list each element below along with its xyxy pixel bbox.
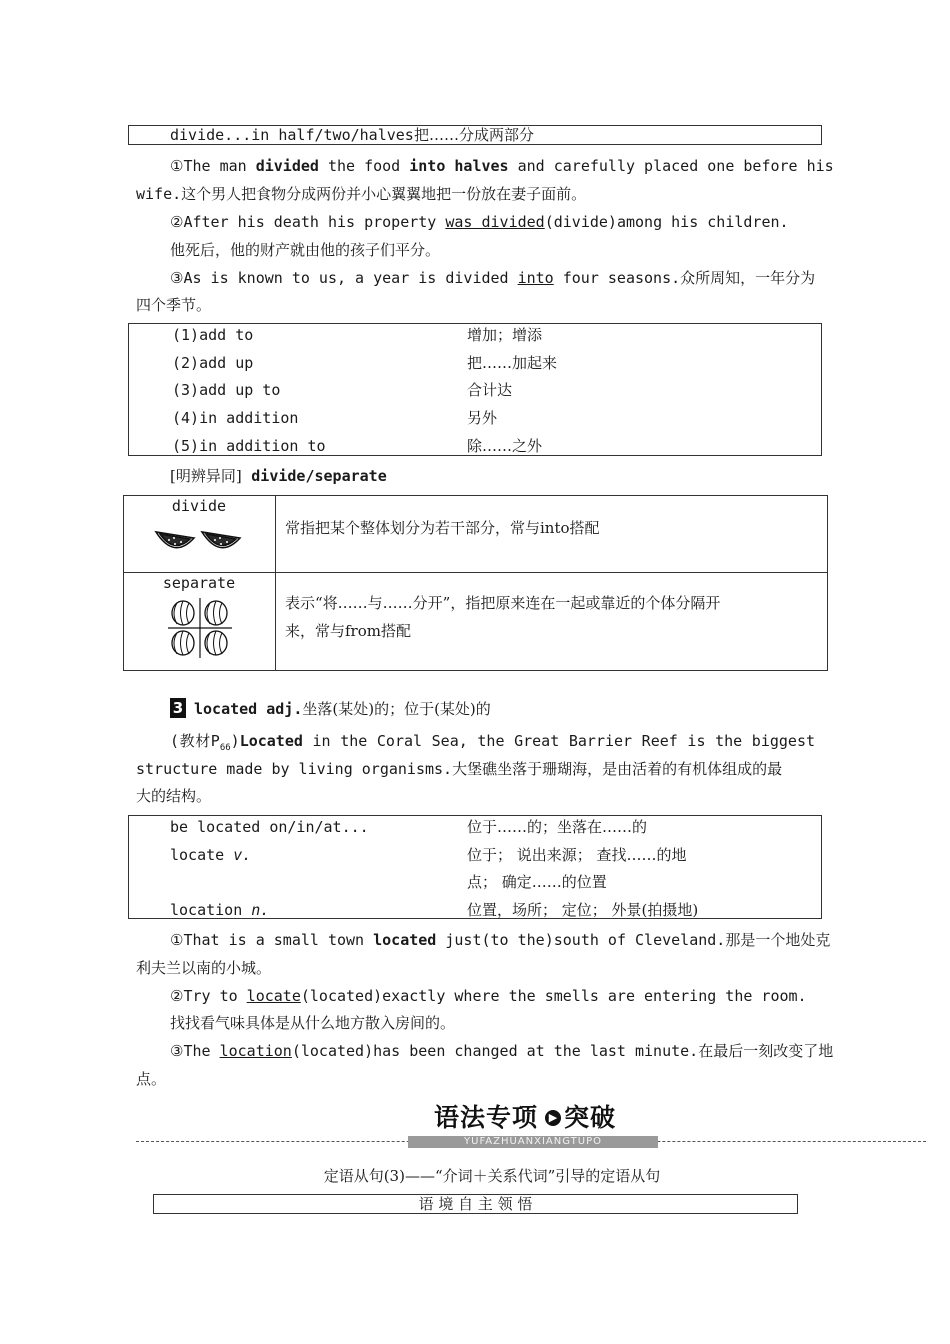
add-phrase-zh: 合计达 bbox=[467, 381, 513, 399]
example-1-line-2: wife.这个男人把食物分成两份并小心翼翼地把一份放在妻子面前。 bbox=[136, 185, 587, 203]
phrase-divide-zh: 把……分成两部分 bbox=[414, 126, 535, 144]
add-phrase-en: (1)add to bbox=[172, 326, 254, 344]
located-example-2-line-1: ②Try to locate(located)exactly where the smells are entering the room. bbox=[170, 987, 807, 1005]
compare-tag: [明辨异同] bbox=[170, 467, 242, 485]
loc-phrase-zh: 点； 确定……的位置 bbox=[467, 873, 607, 891]
add-phrase-zh: 除……之外 bbox=[467, 437, 543, 455]
located-example-2-line-2: 找找看气味具体是从什么地方散入房间的。 bbox=[170, 1014, 456, 1032]
loc-phrase-en: location n. bbox=[170, 901, 270, 919]
located-example-3-line-2: 点。 bbox=[136, 1070, 167, 1088]
compare-title: divide/separate bbox=[251, 467, 387, 485]
located-example-3-line-1: ③The location(located)has been changed at the last minute.在最后一刻改变了地 bbox=[170, 1042, 834, 1060]
example-3-line-2: 四个季节。 bbox=[136, 296, 212, 314]
located-example-1-line-2: 利夫兰以南的小城。 bbox=[136, 959, 272, 977]
compare-desc-separate-1: 表示“将……与……分开”，指把原来连在一起或靠近的个体分隔开 bbox=[285, 594, 721, 612]
item-3-source-line-3: 大的结构。 bbox=[136, 787, 212, 805]
add-phrase-en: (3)add up to bbox=[172, 381, 281, 399]
separated-watermelons-icon bbox=[168, 598, 232, 662]
example-3-line-1: ③As is known to us, a year is divided into four seasons.众所周知，一年分为 bbox=[170, 269, 816, 287]
compare-heading bbox=[170, 466, 387, 486]
compare-desc-separate-2: 来，常与from搭配 bbox=[285, 622, 411, 640]
item-3-source-line-1: (教材$P_{66})Located$ in the Coral Sea, the Great Barrier Reef is the biggest bbox=[170, 732, 816, 753]
loc-phrase-zh: 位于……的；坐落在……的 bbox=[467, 818, 648, 836]
compare-desc-divide: 常指把某个整体划分为若干部分，常与into搭配 bbox=[285, 519, 600, 537]
add-phrase-en: (4)in addition bbox=[172, 409, 299, 427]
example-1-line-1: ①The man divided the food into halves and carefully placed one before his bbox=[170, 157, 834, 175]
item-number-badge: 3 bbox=[170, 698, 186, 718]
compare-word-separate: separate bbox=[162, 574, 236, 592]
add-phrase-zh: 另外 bbox=[467, 409, 498, 427]
located-example-1-line-1: ①That is a small town located just(to the)south of Cleveland.那是一个地处克 bbox=[170, 931, 831, 949]
loc-phrase-en: be located on/in/at... bbox=[170, 818, 369, 836]
add-phrase-en: (2)add up bbox=[172, 354, 254, 372]
banner-title-right: 突破 bbox=[564, 1103, 617, 1132]
example-2-line-2: 他死后，他的财产就由他的孩子们平分。 bbox=[170, 241, 441, 259]
add-phrase-zh: 把……加起来 bbox=[467, 354, 558, 372]
banner-title-left: 语法专项 bbox=[434, 1103, 539, 1132]
add-phrase-zh: 增加；增添 bbox=[467, 326, 543, 344]
grammar-subtitle: 定语从句(3)——“介词＋关系代词”引导的定语从句 bbox=[323, 1167, 661, 1185]
item-3-source-line-2: structure made by living organisms.大堡礁坐落于珊瑚海，是由活着的有机体组成的最 bbox=[136, 760, 783, 778]
loc-phrase-en: locate v. bbox=[170, 846, 252, 864]
phrase-divide-en: divide...in half/two/halves bbox=[170, 126, 414, 144]
item-3-heading: located adj.坐落(某处)的；位于(某处)的 bbox=[194, 700, 491, 718]
watermelon-slices-icon bbox=[154, 522, 244, 566]
example-2-line-1: ②After his death his property was divided(divide)among his children. bbox=[170, 213, 789, 231]
compare-col-divider bbox=[275, 495, 276, 671]
loc-phrase-zh: 位于； 说出来源； 查找……的地 bbox=[467, 846, 687, 864]
section-banner bbox=[408, 1100, 658, 1150]
banner-pinyin-strip: YUFAZHUANXIANGTUPO bbox=[408, 1136, 658, 1148]
grammar-section-label: 语 境 自 主 领 悟 bbox=[418, 1195, 533, 1213]
banner-arrow-icon: ▶ bbox=[545, 1110, 561, 1126]
loc-phrase-zh: 位置，场所； 定位； 外景(拍摄地) bbox=[467, 901, 699, 919]
compare-word-divide: divide bbox=[171, 497, 227, 515]
add-phrase-en: (5)in addition to bbox=[172, 437, 326, 455]
